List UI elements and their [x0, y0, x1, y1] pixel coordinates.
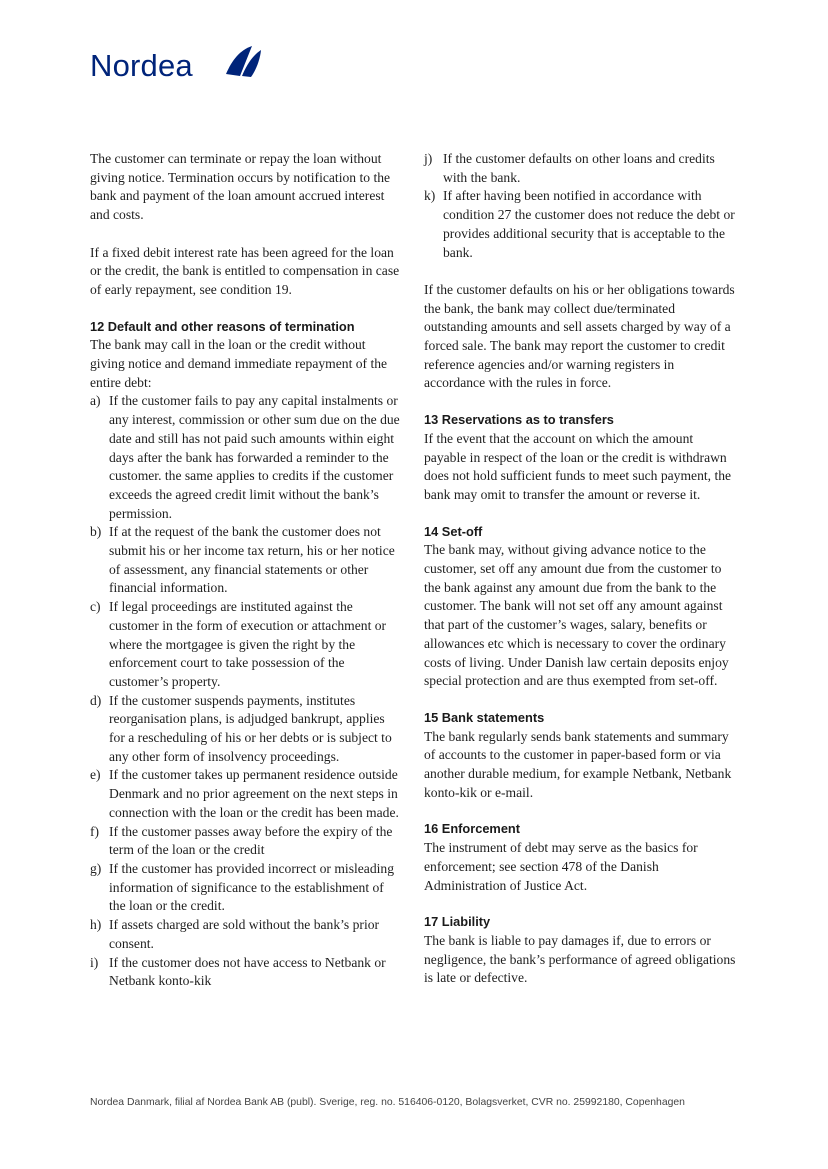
list-item-text: If assets charged are sold without the bank’s prior consent.	[109, 917, 380, 951]
right-column	[424, 150, 738, 988]
list-marker: a)	[90, 393, 101, 409]
list-item	[90, 860, 402, 916]
list-marker: k)	[424, 188, 436, 204]
section-17-heading: 17 Liability	[424, 914, 491, 930]
section-13-heading: 13 Reservations as to transfers	[424, 412, 614, 428]
section-14-text: The bank may, without giving advance notice to the customer, set off any amount due from the customer to the bank against any amount due from the bank to the customer. The bank will not set off any amount against that part of the customer’s wages, salary, benefits or allowances etc which is necessary to cover the ordinary costs of living. Under Danish law certain deposits enjoy special protection and are thus exempted from set-off.	[424, 542, 729, 689]
list-item-text: If the customer defaults on other loans and credits with the bank.	[443, 151, 715, 185]
list-item-text: If the customer does not have access to Netbank or Netbank konto-kik	[109, 954, 386, 989]
list-marker: i)	[90, 954, 99, 970]
list-item	[90, 598, 402, 692]
nordea-logo	[90, 44, 270, 88]
list-item-text: If the customer takes up permanent residence outside Denmark and no prior agreement on the next steps in connection with the loan or the credit has been made.	[109, 767, 399, 820]
list-item-text: If legal proceedings are instituted against the customer in the form of execution or attachment or where the mortgagee is given the right by the enforcement court to take possession of the customer’s property.	[109, 599, 387, 689]
list-item	[90, 392, 402, 523]
list-item-text: If the customer suspends payments, institutes reorganisation plans, is adjudged bankrupt, applies for a rescheduling of his or her debts or is subject to any other form of insolvency proceedings.	[109, 692, 392, 764]
list-item	[424, 187, 738, 262]
left-column	[90, 150, 402, 991]
list-item	[90, 823, 402, 860]
list-item-text: If the customer passes away before the expiry of the term of the loan or the credit	[109, 823, 393, 858]
default-reasons-list	[90, 392, 402, 991]
list-item-text: If the customer has provided incorrect or misleading information of significance to the establishment of the loan or the credit.	[109, 861, 394, 914]
termination-paragraph: The customer can terminate or repay the loan without giving notice. Termination occurs by notification to the bank and payment of the loan amount accrued interest and costs.	[90, 151, 391, 223]
list-marker: e)	[90, 767, 101, 783]
list-marker: c)	[90, 599, 101, 615]
section-16-text: The instrument of debt may serve as the basics for enforcement; see section 478 of the Danish Administration of Justice Act.	[424, 840, 698, 893]
section-15-text: The bank regularly sends bank statements and summary of accounts to the customer in paper-based form or via another durable medium, for example Netbank, Netbank konto-kik or e-mail.	[424, 728, 732, 800]
list-item-text: If the customer fails to pay any capital instalments or any interest, commission or other sum due on the due date and still has not paid such amounts within eight days after the bank has forwarded a reminder to the customer. the same applies to credits if the customer exceeds the agreed credit limit without the bank’s permission.	[109, 393, 400, 521]
sail-icon	[224, 44, 262, 78]
list-marker: b)	[90, 524, 102, 540]
default-reasons-list-continued	[424, 150, 738, 262]
section-16-heading: 16 Enforcement	[424, 821, 521, 837]
list-item	[90, 692, 402, 767]
list-item-text: If after having been notified in accordance with condition 27 the customer does not reduce the debt or provides additional security that is acceptable to the bank.	[443, 188, 735, 260]
section-12-heading: 12 Default and other reasons of termination	[90, 318, 355, 334]
list-item	[90, 766, 402, 822]
list-marker: d)	[90, 692, 102, 708]
list-item	[424, 150, 738, 187]
page-footer: Nordea Danmark, filial af Nordea Bank AB (publ). Sverige, reg. no. 516406-0120, Bolagsverket, CVR no. 25992180, Copenhagen	[90, 1097, 685, 1108]
section-12-intro: The bank may call in the loan or the credit without giving notice and demand immediate repayment of the entire debt:	[90, 337, 388, 390]
list-item	[90, 523, 402, 598]
section-15-heading: 15 Bank statements	[424, 709, 545, 725]
list-marker: h)	[90, 917, 102, 933]
section-14-heading: 14 Set-off	[424, 523, 483, 539]
list-item	[90, 954, 402, 991]
list-item	[90, 916, 402, 953]
section-13-text: If the event that the account on which the amount payable in respect of the loan or the credit is withdrawn does not hold sufficient funds to meet such payment, the bank may omit to transfer the amount or reverse it.	[424, 430, 732, 502]
logo-wordmark: Nordea	[90, 48, 193, 83]
list-item-text: If at the request of the bank the customer does not submit his or her income tax return, his or her notice of assessment, any financial statements or other financial information.	[109, 524, 395, 596]
list-marker: f)	[90, 823, 100, 839]
fixed-rate-paragraph: If a fixed debit interest rate has been agreed for the loan or the credit, the bank is entitled to compensation in case of early repayment, see condition 19.	[90, 244, 400, 297]
list-marker: g)	[90, 861, 102, 876]
section-17-text: The bank is liable to pay damages if, due to errors or negligence, the bank’s performance of agreed obligations is late or defective.	[424, 933, 736, 986]
list-marker: j)	[424, 151, 433, 166]
default-consequences-paragraph: If the customer defaults on his or her obligations towards the bank, the bank may collect due/terminated outstanding amounts and sell assets charged by way of a forced sale. The bank may report the customer to credit reference agencies and/or warning registers in accordance with the rules in force.	[424, 281, 735, 391]
